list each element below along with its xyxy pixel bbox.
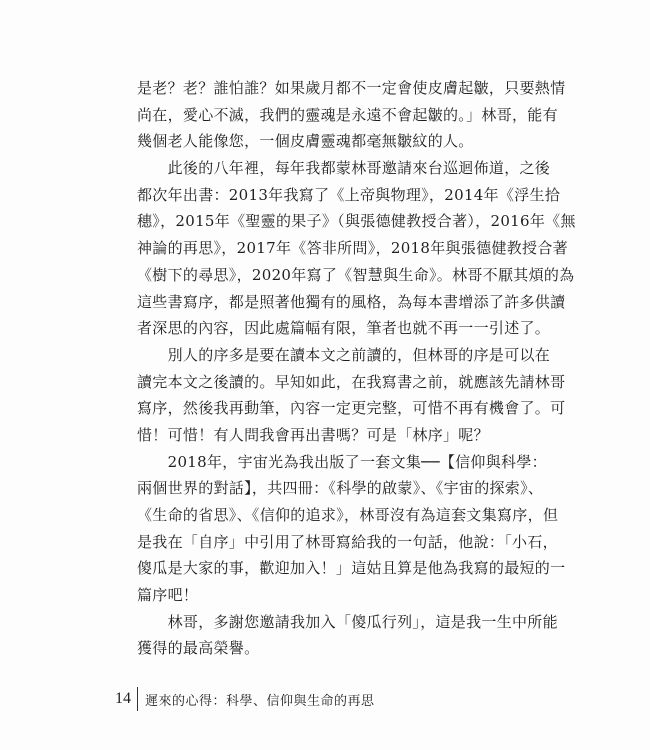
- text-line: 2018年，宇宙光為我出版了一套文集──【信仰與科學：: [137, 452, 547, 471]
- text-line: 是我在「自序」中引用了林哥寫給我的一句話，他說：「小石，: [137, 532, 558, 551]
- text-line: 寫序，然後我再動筆，內容一定更完整，可惜不再有機會了。可: [137, 399, 566, 418]
- text-line: 獲得的最高榮譽。: [137, 639, 260, 658]
- paragraph: [137, 609, 558, 662]
- page-number: 14: [115, 690, 131, 707]
- text-line: 讀完本文之後讀的。早知如此，在我寫書之前，就應該先請林哥: [137, 372, 566, 391]
- text-line: 都次年出書：2013年我寫了《上帝與物理》，2014年《浮生拾: [137, 185, 561, 204]
- text-line: 林哥，多謝您邀請我加入「傻瓜行列」，這是我一生中所能: [137, 612, 558, 631]
- body-text: [137, 75, 576, 662]
- paragraph: [137, 449, 566, 609]
- text-line: 者深思的內容，因此處篇幅有限，筆者也就不再一一引述了。: [137, 319, 551, 338]
- text-line: 《樹下的尋思》，2020年寫了《智慧與生命》。林哥不厭其煩的為: [137, 265, 575, 284]
- paragraph: [137, 342, 566, 449]
- text-line: 是老？老？誰怕誰？如果歲月都不一定會使皮膚起皺，只要熱情: [137, 79, 566, 97]
- text-line: 篇序吧！: [137, 586, 199, 605]
- text-line: 這些書寫序，都是照著他獨有的風格，為每本書增添了許多供讀: [137, 292, 566, 311]
- text-line: 別人的序多是要在讀本文之前讀的，但林哥的序是可以在: [137, 345, 551, 364]
- text-line: 兩個世界的對話】，共四冊：《科學的啟蒙》、《宇宙的探索》、: [137, 479, 544, 498]
- text-line: 惜！可惜！有人問我會再出書嗎？可是「林序」呢？: [137, 425, 489, 444]
- text-line: 此後的八年裡，每年我都蒙林哥邀請來台巡迴佈道，之後: [137, 159, 551, 178]
- text-line: 尚在，愛心不滅，我們的靈魂是永遠不會起皺的。」林哥，能有: [137, 105, 558, 124]
- text-line: 穗》，2015年《聖靈的果子》（與張德健教授合著），2016年《無: [137, 212, 576, 231]
- page-footer: [115, 686, 375, 712]
- text-line: 《生命的省思》、《信仰的追求》，林哥沒有為這套文集寫序，但: [137, 506, 559, 524]
- paragraph: [137, 155, 576, 342]
- text-line: 幾個老人能像您，一個皮膚靈魂都毫無皺紋的人。: [137, 132, 474, 151]
- text-line: 傻瓜是大家的事，歡迎加入！」這姑且算是他為我寫的最短的一: [137, 559, 566, 578]
- text-line: 神論的再思》，2017年《答非所問》，2018年與張德健教授合著: [137, 239, 568, 258]
- footer-divider: [137, 687, 138, 711]
- running-title: 遲來的心得：科學、信仰與生命的再思: [145, 693, 375, 709]
- paragraph: [137, 75, 566, 155]
